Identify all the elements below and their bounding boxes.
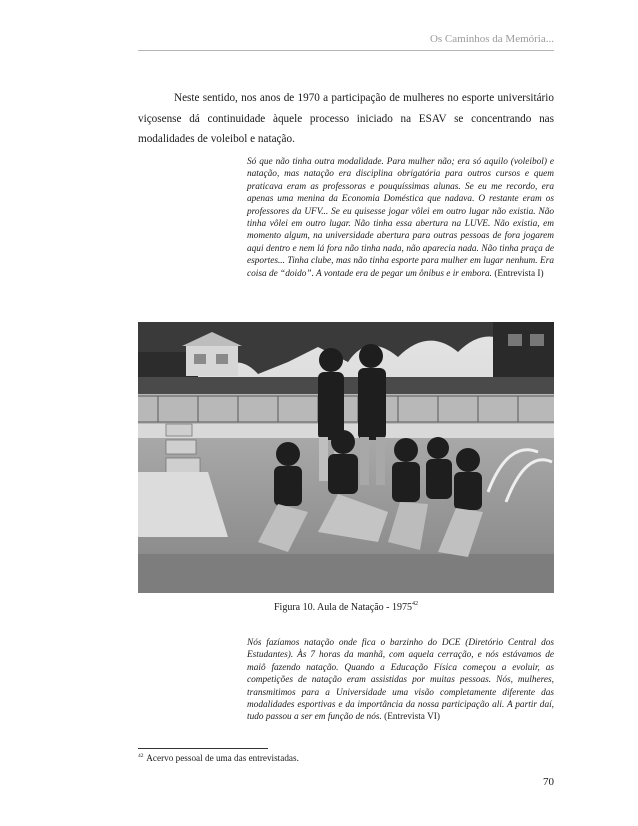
footnote-number: 42: [138, 753, 144, 759]
footnote-rule: [138, 748, 268, 749]
block-quote-1: [247, 156, 554, 280]
header-rule: [138, 50, 554, 51]
block-quote-2: [247, 637, 554, 724]
footnote: [138, 753, 554, 763]
caption-footnote-ref[interactable]: 42: [412, 601, 419, 607]
swimming-class-photo: [138, 322, 554, 593]
quote-1-text: Só que não tinha outra modalidade. Para mulher não; era só aquilo (voleibol) e natação, mas natação era disciplina obrigatória para outros cursos e quem praticava eram as professoras e pouquíssimas alunas. Se eu me recordo, era apenas uma menina da Economia Doméstica que nadava. O restante eram os professores da UFV... Se eu quisesse jogar vôlei em outro lugar não existia. Não tinha vôlei em outro lugar. Não tinha essa abertura na LUVE. Não existia, em momento algum, na universidade abertura para outras pessoas de fora jogarem aqui dentro e nem lá fora não tinha nada, não aparecia nada. Não tinha praça de esportes... Tinha clube, mas não tinha esporte para mulher em lugar nenhum. Era coisa de “doido”. A vontade era de pegar um ônibus e ir embora.: [247, 157, 554, 279]
quote-2-text: Nós fazíamos natação onde fica o barzinho do DCE (Diretório Central dos Estudantes). Às 7 horas da manhã, com aquela cerração, e nós estávamos de maiô fazendo natação. Quando a Educação Física começou a evoluir, as competições de natação eram assistidas por muitas pessoas. Nós, mulheres, transmitimos para a Universidade uma visão completamente diferente das modalidades esportivas e da importância da nossa participação ali. A partir daí, tudo passou a ser em função de nós.: [247, 638, 554, 723]
page-number: 70: [543, 776, 554, 788]
figure-caption: [138, 601, 554, 613]
body-paragraph: Neste sentido, nos anos de 1970 a participação de mulheres no esporte universitário viçosense dá continuidade àquele processo iniciado na ESAV se concentrando nas modalidades de voleibol e natação.: [138, 92, 554, 145]
quote-2-source: (Entrevista VI): [384, 712, 440, 723]
caption-text: Figura 10. Aula de Natação - 1975: [273, 602, 413, 613]
running-header: Os Caminhos da Memória...: [429, 33, 554, 45]
footnote-text: Acervo pessoal de uma das entrevistadas.: [146, 753, 299, 763]
quote-1-source: (Entrevista I): [494, 268, 544, 279]
